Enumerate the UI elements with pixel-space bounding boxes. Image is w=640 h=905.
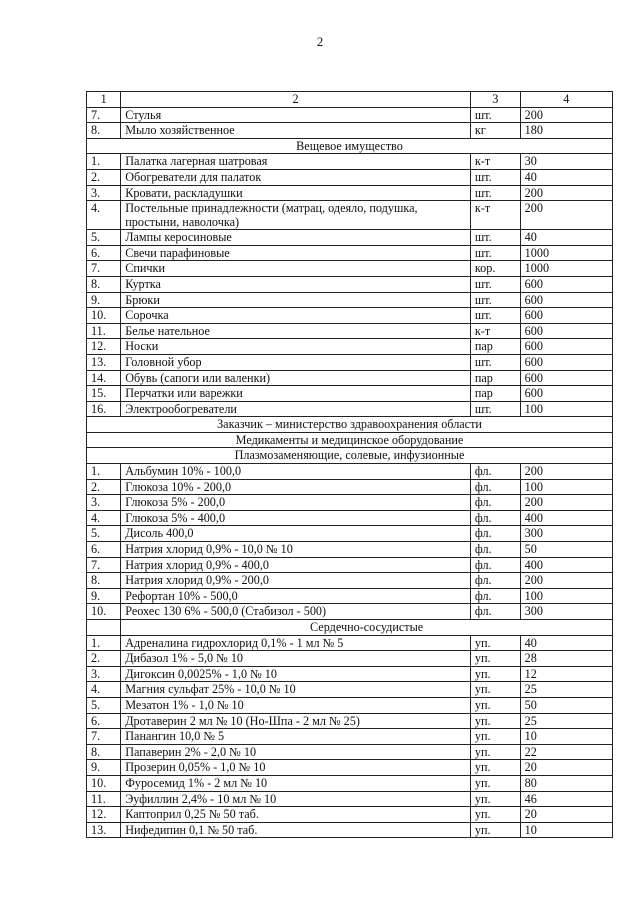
- row-number: 7.: [87, 261, 121, 277]
- item-unit: фл.: [470, 479, 520, 495]
- item-unit: к-т: [470, 154, 520, 170]
- item-quantity: 12: [520, 666, 612, 682]
- row-number: 7.: [87, 729, 121, 745]
- row-number: 2.: [87, 479, 121, 495]
- item-quantity: 46: [520, 791, 612, 807]
- row-number: 11.: [87, 323, 121, 339]
- row-number: 1.: [87, 464, 121, 480]
- item-unit: уп.: [470, 682, 520, 698]
- item-name: Дибазол 1% - 5,0 № 10: [121, 651, 471, 667]
- section-header-row: [87, 620, 613, 636]
- row-number: 10.: [87, 775, 121, 791]
- table-row: [87, 107, 613, 123]
- item-unit: шт.: [470, 354, 520, 370]
- item-unit: пар: [470, 339, 520, 355]
- item-unit: кг: [470, 123, 520, 139]
- item-name: Натрия хлорид 0,9% - 200,0: [121, 573, 471, 589]
- item-name: Кровати, раскладушки: [121, 185, 471, 201]
- header-col-2: 2: [121, 92, 471, 108]
- section-header-row: [87, 448, 613, 464]
- table-row: [87, 276, 613, 292]
- row-number: 5.: [87, 697, 121, 713]
- row-number: 6.: [87, 542, 121, 558]
- table-row: [87, 807, 613, 823]
- table-row: [87, 339, 613, 355]
- row-number: 10.: [87, 308, 121, 324]
- item-unit: шт.: [470, 276, 520, 292]
- item-name: Натрия хлорид 0,9% - 400,0: [121, 557, 471, 573]
- item-unit: шт.: [470, 230, 520, 246]
- row-number: 9.: [87, 588, 121, 604]
- item-name: Электрообогреватели: [121, 401, 471, 417]
- section-header-row: [87, 432, 613, 448]
- supply-table: [86, 91, 613, 838]
- item-quantity: 600: [520, 354, 612, 370]
- row-number: 6.: [87, 713, 121, 729]
- table-row: [87, 230, 613, 246]
- row-number: 16.: [87, 401, 121, 417]
- table-row: [87, 261, 613, 277]
- item-name: Реохес 130 6% - 500,0 (Стабизол - 500): [121, 604, 471, 620]
- item-quantity: 400: [520, 557, 612, 573]
- section-header-row: [87, 417, 613, 433]
- item-quantity: 200: [520, 573, 612, 589]
- item-quantity: 200: [520, 464, 612, 480]
- item-unit: уп.: [470, 791, 520, 807]
- item-quantity: 100: [520, 588, 612, 604]
- item-name: Дротаверин 2 мл № 10 (Но-Шпа - 2 мл № 25): [121, 713, 471, 729]
- item-name: Дисоль 400,0: [121, 526, 471, 542]
- section-header-row: [87, 138, 613, 154]
- row-number: 1.: [87, 635, 121, 651]
- table-row: [87, 495, 613, 511]
- table-row: [87, 401, 613, 417]
- item-unit: уп.: [470, 635, 520, 651]
- item-quantity: 25: [520, 682, 612, 698]
- table-row: [87, 713, 613, 729]
- row-number: 8.: [87, 744, 121, 760]
- item-quantity: 600: [520, 276, 612, 292]
- table-row: [87, 510, 613, 526]
- item-quantity: 600: [520, 292, 612, 308]
- item-unit: шт.: [470, 308, 520, 324]
- item-name: Белье нательное: [121, 323, 471, 339]
- item-unit: пар: [470, 370, 520, 386]
- table-row: [87, 682, 613, 698]
- table-row: [87, 464, 613, 480]
- item-quantity: 200: [520, 185, 612, 201]
- item-name: Папаверин 2% - 2,0 № 10: [121, 744, 471, 760]
- section-title: Вещевое имущество: [87, 138, 613, 154]
- item-unit: фл.: [470, 573, 520, 589]
- item-name: Магния сульфат 25% - 10,0 № 10: [121, 682, 471, 698]
- table-row: [87, 169, 613, 185]
- item-name: Мезатон 1% - 1,0 № 10: [121, 697, 471, 713]
- row-number: 14.: [87, 370, 121, 386]
- row-number: 3.: [87, 495, 121, 511]
- item-quantity: 600: [520, 323, 612, 339]
- item-unit: уп.: [470, 807, 520, 823]
- row-number: 2.: [87, 651, 121, 667]
- row-number: 11.: [87, 791, 121, 807]
- table-row: [87, 557, 613, 573]
- table-row: [87, 822, 613, 838]
- item-name: Нифедипин 0,1 № 50 таб.: [121, 822, 471, 838]
- table-row: [87, 666, 613, 682]
- row-number: 8.: [87, 123, 121, 139]
- table-row: [87, 651, 613, 667]
- item-name: Носки: [121, 339, 471, 355]
- row-number: 3.: [87, 185, 121, 201]
- row-number: 9.: [87, 760, 121, 776]
- item-quantity: 80: [520, 775, 612, 791]
- table-row: [87, 604, 613, 620]
- item-quantity: 100: [520, 479, 612, 495]
- section-title: Сердечно-сосудистые: [121, 620, 613, 636]
- item-unit: уп.: [470, 666, 520, 682]
- item-quantity: 1000: [520, 261, 612, 277]
- section-title: Медикаменты и медицинское оборудование: [87, 432, 613, 448]
- item-quantity: 40: [520, 230, 612, 246]
- item-unit: уп.: [470, 697, 520, 713]
- item-unit: шт.: [470, 245, 520, 261]
- item-unit: кор.: [470, 261, 520, 277]
- item-quantity: 600: [520, 339, 612, 355]
- item-quantity: 600: [520, 386, 612, 402]
- item-name: Обувь (сапоги или валенки): [121, 370, 471, 386]
- item-quantity: 200: [520, 201, 612, 230]
- item-quantity: 600: [520, 370, 612, 386]
- item-unit: шт.: [470, 169, 520, 185]
- table-row: [87, 729, 613, 745]
- item-unit: шт.: [470, 185, 520, 201]
- item-name: Куртка: [121, 276, 471, 292]
- row-number: 2.: [87, 169, 121, 185]
- item-quantity: 1000: [520, 245, 612, 261]
- row-number: 5.: [87, 230, 121, 246]
- item-unit: шт.: [470, 292, 520, 308]
- table-row: [87, 791, 613, 807]
- item-name: Натрия хлорид 0,9% - 10,0 № 10: [121, 542, 471, 558]
- item-quantity: 40: [520, 169, 612, 185]
- item-quantity: 10: [520, 729, 612, 745]
- item-name: Брюки: [121, 292, 471, 308]
- table-row: [87, 308, 613, 324]
- item-unit: уп.: [470, 822, 520, 838]
- item-quantity: 300: [520, 604, 612, 620]
- item-unit: фл.: [470, 557, 520, 573]
- table-row: [87, 479, 613, 495]
- item-name: Дигоксин 0,0025% - 1,0 № 10: [121, 666, 471, 682]
- item-unit: уп.: [470, 651, 520, 667]
- item-name: Рефортан 10% - 500,0: [121, 588, 471, 604]
- row-number: 4.: [87, 201, 121, 230]
- item-quantity: 200: [520, 495, 612, 511]
- item-unit: пар: [470, 386, 520, 402]
- table-row: [87, 154, 613, 170]
- item-quantity: 25: [520, 713, 612, 729]
- item-unit: фл.: [470, 510, 520, 526]
- item-unit: фл.: [470, 588, 520, 604]
- item-name: Обогреватели для палаток: [121, 169, 471, 185]
- table-row: [87, 697, 613, 713]
- item-name: Глюкоза 5% - 400,0: [121, 510, 471, 526]
- table-row: [87, 370, 613, 386]
- supply-table-body: [87, 92, 613, 838]
- table-row: [87, 760, 613, 776]
- row-number: 13.: [87, 822, 121, 838]
- item-name: Мыло хозяйственное: [121, 123, 471, 139]
- item-name: Стулья: [121, 107, 471, 123]
- row-number: 1.: [87, 154, 121, 170]
- item-unit: уп.: [470, 760, 520, 776]
- item-unit: к-т: [470, 323, 520, 339]
- table-row: [87, 526, 613, 542]
- item-unit: фл.: [470, 464, 520, 480]
- table-row: [87, 123, 613, 139]
- item-unit: фл.: [470, 495, 520, 511]
- item-name: Глюкоза 10% - 200,0: [121, 479, 471, 495]
- item-name: Постельные принадлежности (матрац, одеяло, подушка, простыни, наволочка): [121, 201, 471, 230]
- row-number: 7.: [87, 557, 121, 573]
- row-number: 4.: [87, 510, 121, 526]
- item-quantity: 10: [520, 822, 612, 838]
- table-row: [87, 354, 613, 370]
- item-name: Перчатки или варежки: [121, 386, 471, 402]
- table-row: [87, 635, 613, 651]
- item-unit: фл.: [470, 526, 520, 542]
- item-quantity: 600: [520, 308, 612, 324]
- row-number: 12.: [87, 807, 121, 823]
- row-number: 8.: [87, 573, 121, 589]
- item-unit: шт.: [470, 107, 520, 123]
- item-unit: фл.: [470, 604, 520, 620]
- item-quantity: 180: [520, 123, 612, 139]
- table-row: [87, 201, 613, 230]
- item-quantity: 20: [520, 760, 612, 776]
- table-row: [87, 775, 613, 791]
- item-name: Лампы керосиновые: [121, 230, 471, 246]
- item-name: Панангин 10,0 № 5: [121, 729, 471, 745]
- row-number: 10.: [87, 604, 121, 620]
- row-number: 15.: [87, 386, 121, 402]
- row-number: 4.: [87, 682, 121, 698]
- item-quantity: 22: [520, 744, 612, 760]
- item-name: Палатка лагерная шатровая: [121, 154, 471, 170]
- item-name: Эуфиллин 2,4% - 10 мл № 10: [121, 791, 471, 807]
- item-unit: фл.: [470, 542, 520, 558]
- table-row: [87, 185, 613, 201]
- item-quantity: 200: [520, 107, 612, 123]
- table-row: [87, 386, 613, 402]
- table-row: [87, 542, 613, 558]
- item-name: Прозерин 0,05% - 1,0 № 10: [121, 760, 471, 776]
- section-title: Заказчик – министерство здравоохранения области: [87, 417, 613, 433]
- table-row: [87, 744, 613, 760]
- row-number: 8.: [87, 276, 121, 292]
- item-unit: уп.: [470, 729, 520, 745]
- item-unit: к-т: [470, 201, 520, 230]
- row-number: 9.: [87, 292, 121, 308]
- item-quantity: 100: [520, 401, 612, 417]
- row-number: 3.: [87, 666, 121, 682]
- header-col-3: 3: [470, 92, 520, 108]
- item-name: Головной убор: [121, 354, 471, 370]
- item-name: Каптоприл 0,25 № 50 таб.: [121, 807, 471, 823]
- item-name: Фуросемид 1% - 2 мл № 10: [121, 775, 471, 791]
- item-name: Спички: [121, 261, 471, 277]
- item-name: Альбумин 10% - 100,0: [121, 464, 471, 480]
- table-row: [87, 323, 613, 339]
- table-row: [87, 573, 613, 589]
- table-row: [87, 588, 613, 604]
- header-col-4: 4: [520, 92, 612, 108]
- item-name: Сорочка: [121, 308, 471, 324]
- item-name: Свечи парафиновые: [121, 245, 471, 261]
- item-unit: уп.: [470, 775, 520, 791]
- item-quantity: 30: [520, 154, 612, 170]
- item-quantity: 400: [520, 510, 612, 526]
- item-quantity: 300: [520, 526, 612, 542]
- item-quantity: 40: [520, 635, 612, 651]
- item-quantity: 28: [520, 651, 612, 667]
- item-name: Адреналина гидрохлорид 0,1% - 1 мл № 5: [121, 635, 471, 651]
- table-header-row: [87, 92, 613, 108]
- page-number: 2: [316, 34, 324, 49]
- table-row: [87, 292, 613, 308]
- item-quantity: 50: [520, 697, 612, 713]
- row-number: 13.: [87, 354, 121, 370]
- row-number: 12.: [87, 339, 121, 355]
- row-number: 5.: [87, 526, 121, 542]
- header-col-1: 1: [87, 92, 121, 108]
- item-quantity: 20: [520, 807, 612, 823]
- item-unit: уп.: [470, 713, 520, 729]
- item-unit: шт.: [470, 401, 520, 417]
- item-unit: уп.: [470, 744, 520, 760]
- row-number: 6.: [87, 245, 121, 261]
- table-row: [87, 245, 613, 261]
- item-name: Глюкоза 5% - 200,0: [121, 495, 471, 511]
- item-quantity: 50: [520, 542, 612, 558]
- row-number: 7.: [87, 107, 121, 123]
- section-title: Плазмозаменяющие, солевые, инфузионные: [87, 448, 613, 464]
- empty-cell: [87, 620, 121, 636]
